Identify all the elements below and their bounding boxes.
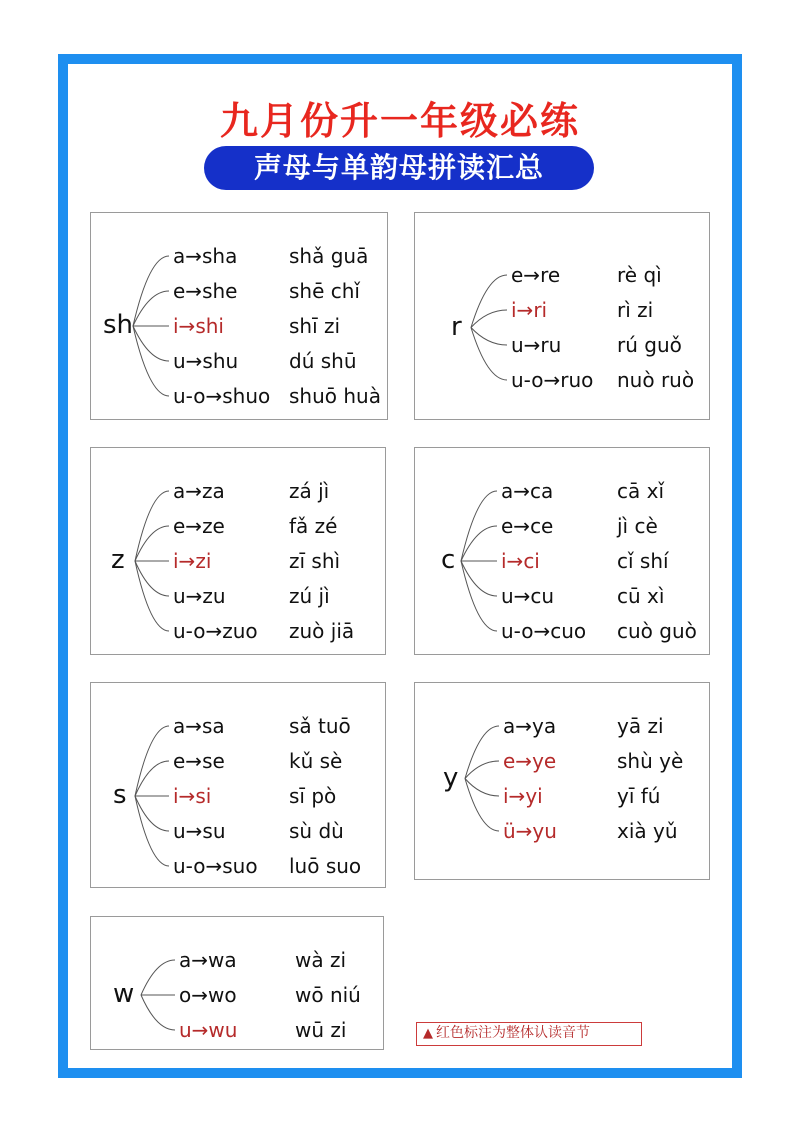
connector-line bbox=[461, 526, 497, 561]
combination-y-3: ü→yu bbox=[503, 819, 557, 843]
example-word-y-3: xià yǔ bbox=[617, 819, 678, 843]
combination-sh-0: a→sha bbox=[173, 244, 238, 268]
connector-line bbox=[141, 960, 175, 995]
example-word-z-3: zú jì bbox=[289, 584, 330, 608]
example-word-z-2: zī shì bbox=[289, 549, 341, 573]
combination-z-0: a→za bbox=[173, 479, 225, 503]
connector-line bbox=[135, 526, 169, 561]
example-word-z-0: zá jì bbox=[289, 479, 330, 503]
combination-w-1: o→wo bbox=[179, 983, 237, 1007]
example-word-sh-3: dú shū bbox=[289, 349, 357, 373]
example-word-z-1: fǎ zé bbox=[289, 514, 338, 538]
combination-s-3: u→su bbox=[173, 819, 226, 843]
connector-line bbox=[135, 761, 169, 796]
page-title: 九月份升一年级必练 bbox=[219, 99, 580, 143]
example-word-s-3: sù dù bbox=[289, 819, 344, 843]
combination-y-1: e→ye bbox=[503, 749, 557, 773]
example-word-w-0: wà zi bbox=[295, 948, 347, 972]
example-word-c-1: jì cè bbox=[617, 514, 658, 538]
initial-consonant: w bbox=[113, 979, 135, 1009]
example-word-s-0: sǎ tuō bbox=[289, 714, 351, 738]
combination-r-1: i→ri bbox=[511, 298, 548, 322]
card-s bbox=[90, 682, 386, 888]
example-word-c-0: cā xǐ bbox=[617, 479, 665, 503]
connector-line bbox=[471, 275, 507, 328]
card-z bbox=[90, 447, 386, 655]
combination-sh-2: i→shi bbox=[173, 314, 224, 338]
combination-s-0: a→sa bbox=[173, 714, 225, 738]
example-word-w-2: wū zi bbox=[295, 1018, 347, 1042]
combination-r-2: u→ru bbox=[511, 333, 562, 357]
card-w bbox=[90, 916, 384, 1050]
combination-z-1: e→ze bbox=[173, 514, 225, 538]
combination-y-2: i→yi bbox=[503, 784, 543, 808]
combination-c-3: u→cu bbox=[501, 584, 555, 608]
example-word-r-0: rè qì bbox=[617, 263, 662, 287]
connector-line bbox=[471, 328, 507, 381]
combination-s-2: i→si bbox=[173, 784, 212, 808]
example-word-s-1: kǔ sè bbox=[289, 749, 343, 773]
example-word-z-4: zuò jiā bbox=[289, 619, 355, 643]
example-word-sh-0: shǎ guā bbox=[289, 244, 369, 268]
connector-line bbox=[135, 561, 169, 596]
example-word-y-0: yā zi bbox=[617, 714, 664, 738]
legend-note bbox=[416, 1022, 642, 1046]
combination-sh-1: e→she bbox=[173, 279, 238, 303]
initial-consonant: sh bbox=[103, 310, 134, 340]
connector-line bbox=[465, 726, 499, 779]
combination-w-0: a→wa bbox=[179, 948, 237, 972]
example-word-c-4: cuò guò bbox=[617, 619, 697, 643]
combination-sh-3: u→shu bbox=[173, 349, 239, 373]
example-word-c-2: cǐ shí bbox=[617, 549, 669, 573]
legend-note-text: 红色标注为整体认读音节 bbox=[436, 1025, 590, 1041]
combination-sh-4: u-o→shuo bbox=[173, 384, 271, 408]
combination-z-4: u-o→zuo bbox=[173, 619, 258, 643]
combination-s-1: e→se bbox=[173, 749, 225, 773]
initial-consonant: y bbox=[443, 762, 459, 793]
connector-line bbox=[461, 561, 497, 596]
initial-consonant: z bbox=[111, 545, 125, 575]
example-word-w-1: wō niú bbox=[295, 983, 361, 1007]
card-sh bbox=[90, 212, 388, 420]
combination-r-0: e→re bbox=[511, 263, 561, 287]
example-word-s-2: sī pò bbox=[289, 784, 337, 808]
example-word-r-1: rì zi bbox=[617, 298, 654, 322]
example-word-y-2: yī fú bbox=[617, 784, 661, 808]
card-y bbox=[414, 682, 710, 880]
connector-lines bbox=[415, 683, 711, 881]
connector-line bbox=[133, 291, 169, 326]
example-word-sh-4: shuō huà bbox=[289, 384, 381, 408]
combination-c-0: a→ca bbox=[501, 479, 554, 503]
combination-z-3: u→zu bbox=[173, 584, 226, 608]
initial-consonant: r bbox=[451, 311, 462, 342]
example-word-sh-2: shī zi bbox=[289, 314, 341, 338]
connector-line bbox=[141, 995, 175, 1030]
example-word-r-2: rú guǒ bbox=[617, 333, 682, 357]
combination-y-0: a→ya bbox=[503, 714, 557, 738]
combination-c-2: i→ci bbox=[501, 549, 540, 573]
connector-line bbox=[465, 779, 499, 832]
combination-z-2: i→zi bbox=[173, 549, 212, 573]
combination-s-4: u-o→suo bbox=[173, 854, 258, 878]
combination-c-1: e→ce bbox=[501, 514, 554, 538]
connector-line bbox=[135, 796, 169, 831]
initial-consonant: c bbox=[441, 545, 456, 575]
example-word-sh-1: shē chǐ bbox=[289, 279, 360, 303]
subtitle-banner: 声母与单韵母拼读汇总 bbox=[204, 146, 594, 190]
connector-line bbox=[133, 326, 169, 361]
card-c bbox=[414, 447, 710, 655]
initial-consonant: s bbox=[113, 780, 127, 810]
example-word-y-1: shù yè bbox=[617, 749, 684, 773]
card-r bbox=[414, 212, 710, 420]
combination-w-2: u→wu bbox=[179, 1018, 238, 1042]
example-word-s-4: luō suo bbox=[289, 854, 362, 878]
warning-triangle-icon: ▲ bbox=[423, 1026, 433, 1041]
example-word-c-3: cū xì bbox=[617, 584, 665, 608]
combination-r-3: u-o→ruo bbox=[511, 368, 594, 392]
combination-c-4: u-o→cuo bbox=[501, 619, 587, 643]
example-word-r-3: nuò ruò bbox=[617, 368, 695, 392]
